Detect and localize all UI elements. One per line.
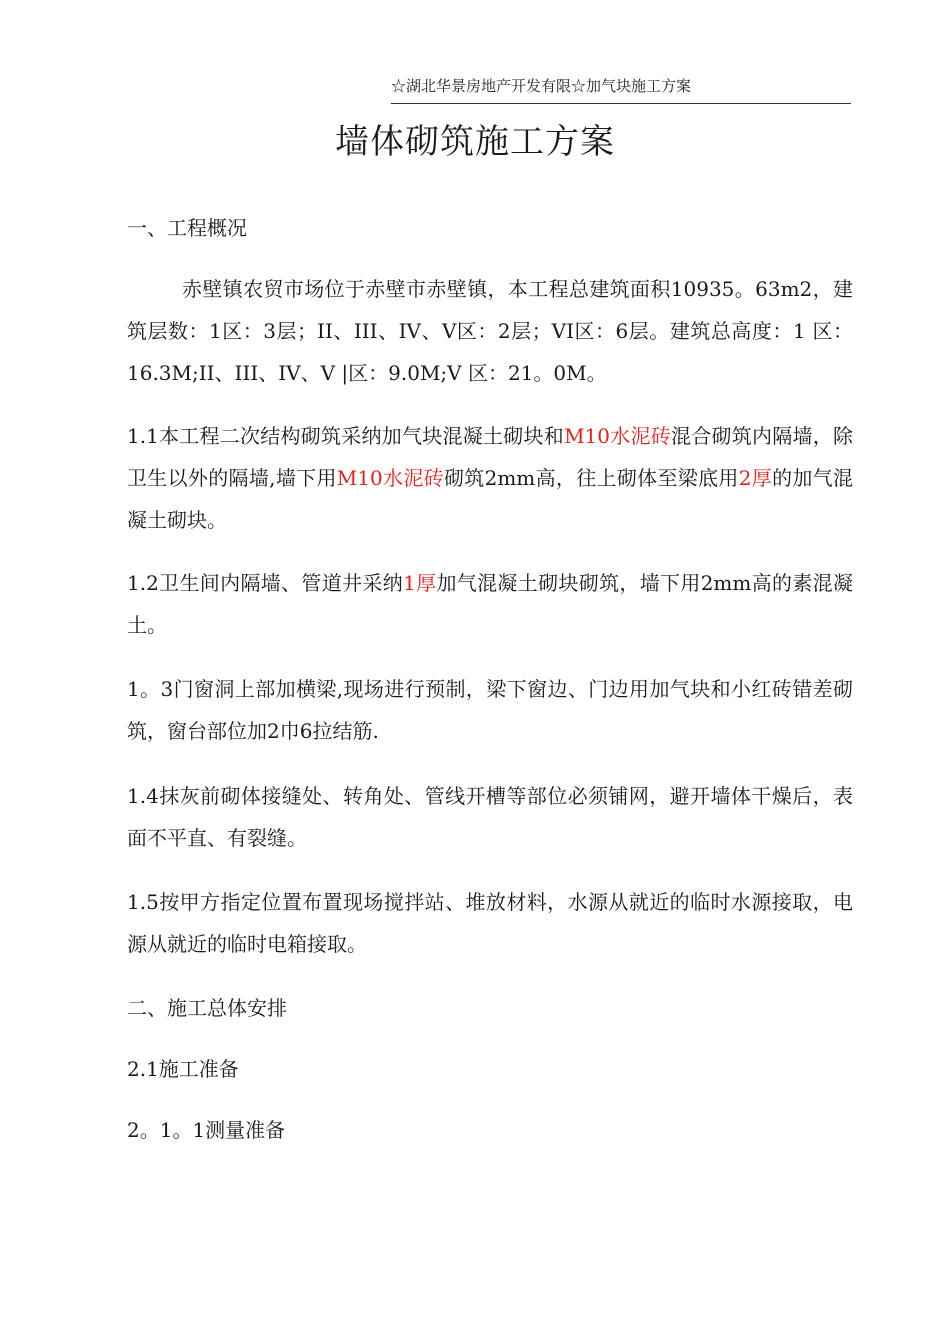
header-rule (391, 103, 851, 104)
paragraph-1-3: 1。3门窗洞上部加横梁,现场进行预制，梁下窗边、门边用加气块和小红砖错差砌筑，窗台部位加2巾6拉结筋. (127, 677, 853, 743)
paragraph-1-4: 1.4抹灰前砌体接缝处、转角处、管线开槽等部位必须铺网，避开墙体干燥后，表面不平直、有裂缝。 (127, 784, 853, 850)
p1-1-text-g: 的加气混凝土砌块。 (127, 466, 853, 532)
p1-1-text-c: 混合砌筑内隔墙，除卫生以外的隔墙,墙下用 (127, 424, 853, 490)
paragraph-1-5: 1.5按甲方指定位置布置现场搅拌站、堆放材料，水源从就近的临时水源接取，电源从就近的临时电箱接取。 (127, 890, 853, 956)
p1-2-text-c: 加气混凝土砌块砌筑，墙下用2mm高的素混凝土。 (127, 571, 853, 637)
p1-1-highlight-thickness: 2厚 (738, 466, 773, 490)
overview-paragraph: 赤壁镇农贸市场位于赤壁市赤壁镇，本工程总建筑面积10935。63m2，建筑层数：1区：3层；II、III、IV、V区：2层；VI区：6层。建筑总高度：1 区：16.3M;II、III、IV、V |区：9.0M;V 区：21。0M。 (127, 277, 853, 385)
p1-1-text-a: 1.1本工程二次结构砌筑采纳加气块混凝土砌块和 (127, 424, 565, 448)
section-heading-overview: 一、工程概况 (127, 216, 247, 240)
paragraph-1-1 (127, 415, 853, 541)
p1-2-highlight-thickness: 1厚 (403, 571, 437, 595)
subheading-2-1: 2.1施工准备 (127, 1057, 239, 1081)
p1-1-highlight-m10-brick-2: M10水泥砖 (336, 466, 444, 490)
paragraph-1-2 (127, 562, 853, 646)
running-header: ☆湖北华景房地产开发有限☆加气块施工方案 (391, 77, 692, 95)
p1-2-text-a: 1.2卫生间内隔墙、管道井采纳 (127, 571, 404, 595)
subheading-2-1-1: 2。1。1测量准备 (127, 1118, 286, 1142)
p1-1-text-e: 砌筑2mm高，往上砌体至梁底用 (443, 466, 739, 490)
document-title: 墙体砌筑施工方案 (335, 122, 615, 162)
section-heading-arrangement: 二、施工总体安排 (127, 996, 287, 1020)
p1-1-highlight-m10-brick-1: M10水泥砖 (564, 424, 671, 448)
